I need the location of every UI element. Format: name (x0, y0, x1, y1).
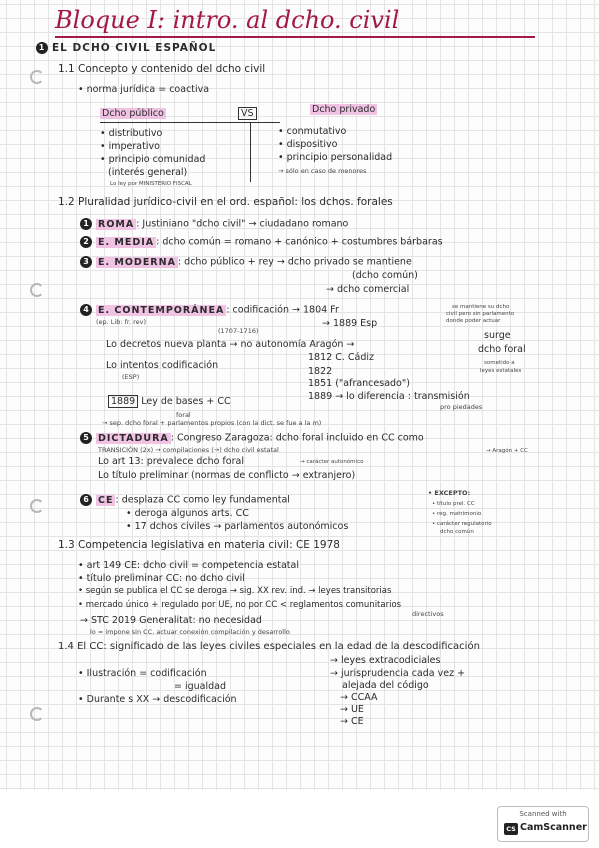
era-label: ROMA (98, 218, 135, 230)
s13-item: • art 149 CE: dcho civil = competencia estatal (78, 560, 299, 571)
dcho-foral-label: dcho foral (478, 344, 526, 355)
era-text: : codificación → 1804 Fr (226, 304, 339, 316)
camscanner-logo-icon: CS (504, 823, 518, 835)
directivos-note: directivos (412, 610, 444, 618)
leyes-note: leyes estatales (480, 368, 522, 374)
era-number: 5 (80, 432, 92, 444)
subsection-1-2-heading: 1.2 Pluralidad jurídico-civil en el ord. español: los dchos. forales (58, 196, 393, 208)
pub-item: • distributivo (100, 128, 163, 139)
era-label: CE (98, 494, 114, 506)
dcho-publico-label (100, 108, 166, 119)
section-heading (36, 42, 216, 54)
era-text: : dcho común = romano + canónico + costumbres bárbaras (156, 236, 443, 248)
s14-branch: → CE (340, 716, 364, 727)
pub-item: • imperativo (100, 141, 160, 152)
excepto-item: dcho común (440, 529, 474, 535)
art13-note: → carácter autonómico (300, 459, 364, 465)
era-media (80, 236, 443, 248)
section-number: 1 (36, 42, 48, 54)
era-label: E. MODERNA (98, 256, 176, 268)
era-text: : desplaza CC como ley fundamental (115, 494, 290, 506)
subsection-1-4-heading: 1.4 El CC: significado de las leyes civiles especiales en la edad de la descodificación (58, 641, 480, 652)
esp-1889: → 1889 Esp (322, 318, 378, 329)
s13-item: → STC 2019 Generalitat: no necesidad (80, 615, 262, 626)
divider-line (250, 122, 251, 182)
excepto-item: • reg. matrimonio (432, 511, 482, 517)
side-note: civil pero sin parlamento (446, 311, 515, 317)
titulo-preliminar-line: Lo título preliminar (normas de conflicto → extranjero) (98, 470, 356, 481)
year-1889: 1889 → lo diferencia : transmisión (308, 391, 470, 402)
s14-branch: → UE (340, 704, 364, 715)
vs-text: VS (238, 107, 257, 120)
s14-branch: alejada del código (342, 680, 429, 691)
s14-item: = igualdad (174, 681, 227, 692)
priv-item: • dispositivo (278, 139, 338, 150)
side-note: donde poder actuar (446, 318, 501, 324)
transicion-line: TRANSICIÓN (2x) → compilaciones (→) dcho civil estatal (98, 446, 279, 454)
era-ce (80, 494, 290, 506)
binder-hole-icon (30, 707, 44, 721)
dcho-publico-text: Dcho público (102, 108, 164, 119)
aragon-note: → Aragón + CC (486, 448, 528, 454)
era-label: E. CONTEMPORÁNEA (98, 304, 225, 316)
vs-label (238, 108, 257, 119)
ep-lib-note: (ep. Lib: fr. rev) (96, 318, 147, 326)
surge-label: surge (484, 330, 511, 341)
era-number: 6 (80, 494, 92, 506)
year-1812: 1812 C. Cádiz (308, 352, 374, 363)
s14-branch: → leyes extracodiciales (330, 655, 441, 666)
excepto-label: • EXCEPTO: (428, 489, 471, 497)
binder-hole-icon (30, 70, 44, 84)
sep-foral-note: → sep. dcho foral + parlamentos propios (con la dict. se fue a la m) (102, 419, 322, 427)
era-text: : Justiniano "dcho civil" → ciudadano romano (136, 218, 349, 230)
subsection-1-1-heading: 1.1 Concepto y contenido del dcho civil (58, 63, 266, 75)
priv-item: → sólo en caso de menores (278, 167, 367, 175)
s13-item: • título preliminar CC: no dcho civil (78, 573, 245, 584)
foral-note: foral (176, 411, 191, 419)
years-note: (1707-1716) (218, 327, 259, 335)
era-moderna (80, 256, 412, 268)
decretos-line: Lo decretos nueva planta → no autonomía Aragón → (106, 339, 355, 350)
ley-bases-line (108, 396, 231, 407)
dcho-privado-label (310, 104, 377, 115)
bullet-norma: • norma jurídica = coactiva (78, 84, 210, 95)
binder-hole-icon (30, 499, 44, 513)
ce-item: • deroga algunos arts. CC (126, 508, 249, 519)
era-number: 2 (80, 236, 92, 248)
camscanner-name: CamScanner (520, 822, 587, 833)
dcho-comercial: → dcho comercial (326, 284, 410, 295)
era-text: : Congreso Zaragoza: dcho foral incluido en CC como (170, 432, 424, 444)
underline (100, 122, 280, 123)
era-text: : dcho público + rey → dcho privado se mantiene (177, 256, 412, 268)
section-heading-text: EL DCHO CIVIL ESPAÑOL (52, 42, 217, 54)
dcho-comun-note: (dcho común) (352, 270, 418, 281)
propiedades-note: pro piedades (440, 403, 483, 411)
s14-branch: → CCAA (340, 692, 378, 703)
year-1822: 1822 (308, 366, 333, 377)
s14-item: • Ilustración = codificación (78, 668, 207, 679)
dcho-privado-text: Dcho privado (312, 104, 376, 115)
era-label: DICTADURA (98, 432, 169, 444)
era-label: E. MEDIA (98, 236, 155, 248)
scanned-with-label: Scanned with (519, 810, 567, 818)
excepto-item: • título prel. CC (432, 501, 475, 507)
title-underline (55, 36, 535, 38)
priv-item: • conmutativo (278, 126, 347, 137)
s14-item: • Durante s XX → descodificación (78, 694, 237, 705)
era-dictadura (80, 432, 424, 444)
excepto-item: • carácter regulatorio (432, 521, 492, 527)
era-number: 1 (80, 218, 92, 230)
s13-item: lo = impone sin CC. actuar conexión compilación y desarrollo (90, 628, 290, 636)
pub-item: (interés general) (108, 167, 188, 178)
ce-item: • 17 dchos civiles → parlamentos autonómicos (126, 521, 349, 532)
s14-branch: → jurisprudencia cada vez + (330, 668, 466, 679)
era-roma (80, 218, 348, 230)
side-note: se mantiene su dcho (452, 304, 510, 310)
era-number: 3 (80, 256, 92, 268)
priv-item: • principio personalidad (278, 152, 393, 163)
subsection-1-3-heading: 1.3 Competencia legislativa en materia civil: CE 1978 (58, 539, 340, 551)
era-contemporanea (80, 304, 339, 316)
intentos-line: Lo intentos codificación (106, 360, 219, 371)
ministerio-note: Lo ley por MINISTERIO FISCAL (110, 181, 192, 187)
binder-hole-icon (30, 283, 44, 297)
pub-item: • principio comunidad (100, 154, 206, 165)
era-number: 4 (80, 304, 92, 316)
esp-note: (ESP) (122, 373, 140, 381)
year-1851: 1851 ("afrancesado") (308, 378, 410, 389)
s13-item: • mercado único + regulado por UE, no por CC < reglamentos comunitarios (78, 600, 402, 610)
page-title: Bloque I: intro. al dcho. civil (55, 6, 400, 34)
sometido-note: sometido a (484, 360, 515, 366)
camscanner-watermark (497, 806, 589, 842)
ley-bases-text: Ley de bases + CC (141, 396, 231, 407)
s13-item: • según se publica el CC se deroga → sig. XX rev. ind. → leyes transitorias (78, 586, 392, 596)
art13-line: Lo art 13: prevalece dcho foral (98, 456, 244, 467)
ley-year-box: 1889 (108, 395, 138, 408)
